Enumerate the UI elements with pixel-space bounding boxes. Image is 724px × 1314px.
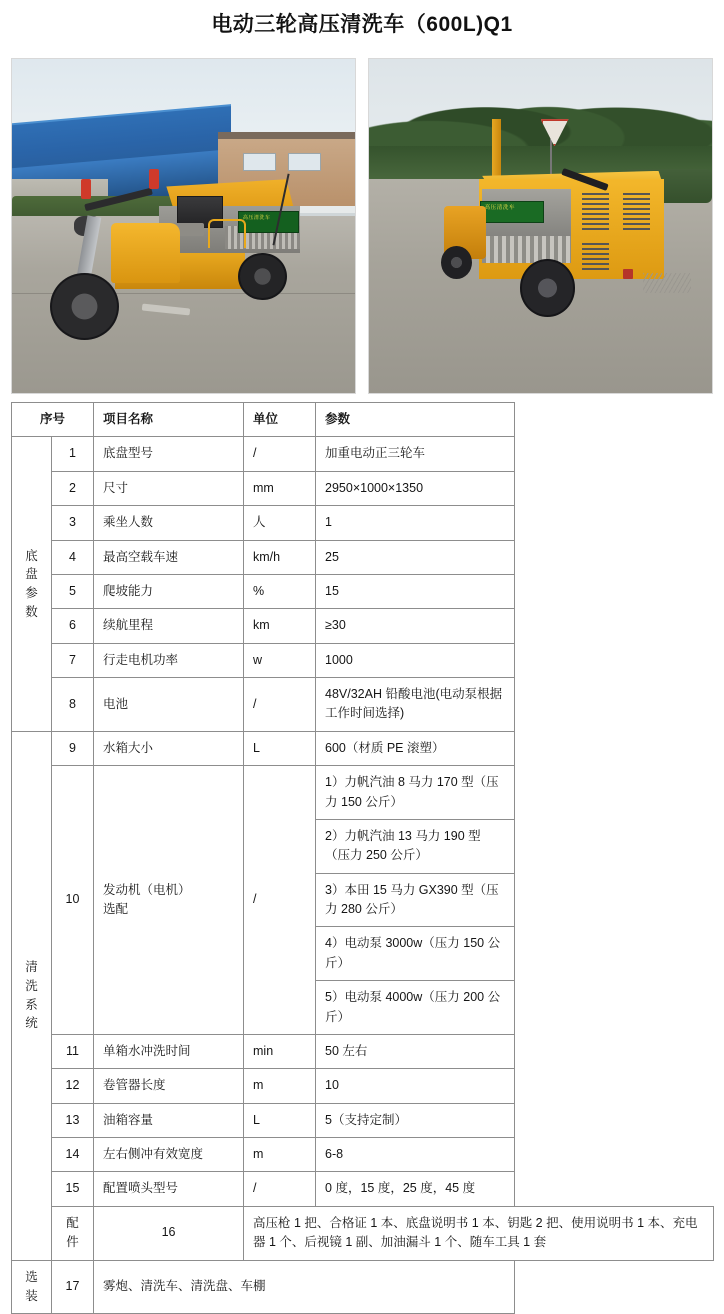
rear-wheel [238, 253, 287, 300]
row-param: 1 [316, 506, 515, 540]
table-row [12, 1172, 714, 1206]
row-param: 6-8 [316, 1138, 515, 1172]
vehicle-front-cowl [111, 223, 180, 283]
green-brand-plate [238, 211, 298, 233]
group-char: 参 [25, 586, 38, 601]
front-wheel [50, 273, 119, 340]
row-param: 2950×1000×1350 [316, 471, 515, 505]
body-vent-slots [582, 243, 609, 273]
row-param: 10 [316, 1069, 515, 1103]
row-unit: / [244, 437, 316, 471]
row-number: 9 [52, 731, 94, 765]
row-unit: min [244, 1034, 316, 1068]
vehicle-handrail [208, 219, 246, 248]
page-title: 电动三轮高压清洗车（600L)Q1 [211, 13, 513, 36]
row-unit: km/h [244, 540, 316, 574]
row-number: 14 [52, 1138, 94, 1172]
road-sign-post [550, 139, 552, 176]
tail-light [623, 269, 633, 279]
row-item: 最高空载车速 [94, 540, 244, 574]
header-seq: 序号 [12, 403, 94, 437]
group-label-accessories: 配件 [52, 1206, 94, 1260]
row-number: 8 [52, 678, 94, 732]
row-number: 15 [52, 1172, 94, 1206]
row-item: 续航里程 [94, 609, 244, 643]
row-number: 6 [52, 609, 94, 643]
row-unit: mm [244, 471, 316, 505]
row-number: 5 [52, 574, 94, 608]
row-unit: % [244, 574, 316, 608]
group-label-chassis [12, 437, 52, 731]
row-unit: m [244, 1069, 316, 1103]
product-photo-rear-view [368, 58, 713, 394]
row-param: 0 度，15 度，25 度，45 度 [316, 1172, 515, 1206]
row-unit: 人 [244, 506, 316, 540]
row-item: 卷管器长度 [94, 1069, 244, 1103]
table-row [12, 506, 714, 540]
row-item: 爬坡能力 [94, 574, 244, 608]
row-unit: w [244, 643, 316, 677]
row-param: 加重电动正三轮车 [316, 437, 515, 471]
row-item: 行走电机功率 [94, 643, 244, 677]
engine-option: 3）本田 15 马力 GX390 型（压力 280 公斤） [316, 873, 515, 927]
house-window [243, 153, 276, 172]
table-row-accessories [12, 1206, 714, 1260]
row-item: 底盘型号 [94, 437, 244, 471]
front-wheel [441, 246, 472, 279]
group-char: 系 [25, 997, 38, 1012]
specification-table [11, 402, 714, 1314]
table-row [12, 1103, 714, 1137]
table-row [12, 574, 714, 608]
engine-option: 2）力帆汽油 13 马力 190 型（压力 250 公斤） [316, 819, 515, 873]
row-number: 16 [94, 1206, 244, 1260]
group-char: 数 [25, 604, 38, 619]
table-row [12, 1138, 714, 1172]
mirror-left [81, 179, 91, 199]
green-brand-plate [480, 201, 544, 223]
row-item-engine [94, 766, 244, 1035]
row-number: 4 [52, 540, 94, 574]
row-item: 乘坐人数 [94, 506, 244, 540]
row-param: 50 左右 [316, 1034, 515, 1068]
engine-option: 1）力帆汽油 8 马力 170 型（压力 150 公斤） [316, 766, 515, 820]
product-photo-side-view [11, 58, 356, 394]
body-vent-slots [623, 193, 650, 233]
row-param: ≥30 [316, 609, 515, 643]
engine-label-line1: 发动机（电机） [103, 882, 191, 897]
mirror-right [149, 169, 159, 189]
row-item: 油箱容量 [94, 1103, 244, 1137]
row-item: 左右侧冲有效宽度 [94, 1138, 244, 1172]
table-row [12, 731, 714, 765]
row-number: 1 [52, 437, 94, 471]
row-item: 尺寸 [94, 471, 244, 505]
group-char: 统 [25, 1016, 38, 1031]
header-item: 项目名称 [94, 403, 244, 437]
row-unit: / [244, 766, 316, 1035]
row-unit: m [244, 1138, 316, 1172]
table-row-engine-option [12, 766, 714, 820]
group-label-washing-system [12, 731, 52, 1260]
row-param: 雾炮、清洗车、清洗盘、车棚 [94, 1260, 515, 1314]
table-row [12, 471, 714, 505]
table-row [12, 643, 714, 677]
table-row [12, 1069, 714, 1103]
rear-spray-nozzles [643, 273, 691, 293]
table-row [12, 540, 714, 574]
group-label-optional: 选装 [12, 1260, 52, 1314]
table-header-row [12, 403, 714, 437]
row-param: 48V/32AH 铅酸电池(电动泵根据工作时间选择) [316, 678, 515, 732]
engine-label-line2: 选配 [103, 902, 129, 916]
header-unit: 单位 [244, 403, 316, 437]
row-unit: L [244, 1103, 316, 1137]
row-param: 600（材质 PE 滚塑） [316, 731, 515, 765]
row-number: 10 [52, 766, 94, 1035]
group-char: 清 [25, 960, 38, 975]
row-item: 单箱水冲洗时间 [94, 1034, 244, 1068]
row-param: 1000 [316, 643, 515, 677]
group-char: 底 [25, 548, 38, 563]
row-item: 配置喷头型号 [94, 1172, 244, 1206]
row-number: 2 [52, 471, 94, 505]
rear-wheel [520, 259, 575, 316]
row-unit: km [244, 609, 316, 643]
table-row [12, 609, 714, 643]
engine-option: 4）电动泵 3000w（压力 150 公斤） [316, 927, 515, 981]
row-number: 11 [52, 1034, 94, 1068]
row-unit: L [244, 731, 316, 765]
table-row [12, 678, 714, 732]
row-item: 电池 [94, 678, 244, 732]
vertical-spray-mast [492, 119, 501, 182]
row-number: 7 [52, 643, 94, 677]
lower-side-slats [482, 236, 571, 263]
row-unit: / [244, 678, 316, 732]
table-row [12, 437, 714, 471]
table-row [12, 1034, 714, 1068]
body-vent-slots [582, 193, 609, 233]
row-number: 13 [52, 1103, 94, 1137]
row-param: 5（支持定制） [316, 1103, 515, 1137]
house-window [288, 153, 321, 172]
row-param: 高压枪 1 把、合格证 1 本、底盘说明书 1 本、钥匙 2 把、使用说明书 1 本、充电器 1 个、后视镜 1 副、加油漏斗 1 个、随车工具 1 套 [244, 1206, 714, 1260]
engine-option: 5）电动泵 4000w（压力 200 公斤） [316, 981, 515, 1035]
row-param: 25 [316, 540, 515, 574]
row-param: 15 [316, 574, 515, 608]
table-row-optional [12, 1260, 714, 1314]
group-char: 洗 [25, 978, 38, 993]
header-param: 参数 [316, 403, 515, 437]
row-unit: / [244, 1172, 316, 1206]
product-photo-strip [11, 58, 713, 394]
row-number: 12 [52, 1069, 94, 1103]
row-number: 17 [52, 1260, 94, 1314]
row-item: 水箱大小 [94, 731, 244, 765]
row-number: 3 [52, 506, 94, 540]
group-char: 盘 [25, 567, 38, 582]
